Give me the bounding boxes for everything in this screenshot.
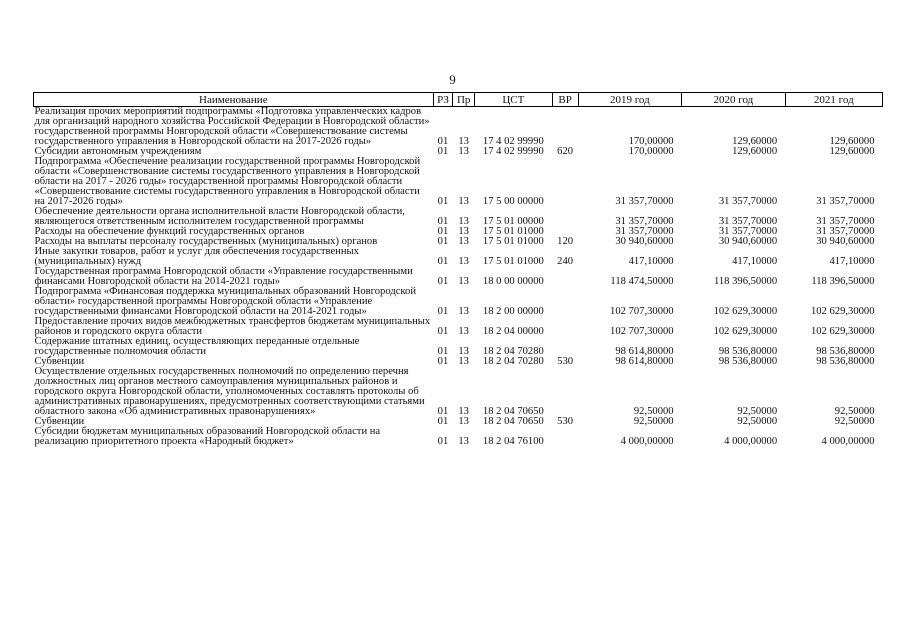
row-name: Субвенции [34, 356, 85, 367]
row-2020-amount: 4 000,00000 [724, 436, 778, 447]
row-2020-amount: 417,10000 [732, 256, 778, 267]
row-vr [552, 287, 578, 317]
row-rz: 01 [437, 406, 449, 417]
row-2021-amount: 92,50000 [834, 406, 875, 417]
row-vr: 240 [557, 256, 574, 267]
header-pr: Пр [453, 93, 475, 107]
row-2020-amount: 30 940,60000 [718, 236, 778, 247]
row-vr [552, 107, 578, 148]
row-cst: 17 4 02 99990 [482, 146, 544, 157]
header-vr: ВР [552, 93, 578, 107]
header-rz: РЗ [433, 93, 453, 107]
row-name: Осуществление отдельных государственных полномочий по определению перечня должностных лиц органов местного самоуправления муниципальных районов и городского округа Новгородской области, уполномоченных составлять протоколы об административных правонарушениях, предусмотренных соответствующими статьями областного закона «Об административных правонарушениях» [34, 366, 425, 417]
row-2020-amount: 129,60000 [732, 136, 778, 147]
row-vr: 530 [557, 416, 574, 427]
row-2019-amount: 118 474,50000 [610, 276, 674, 287]
row-2021-amount: 417,10000 [829, 256, 875, 267]
row-vr [552, 267, 578, 287]
row-2020-amount: 98 536,80000 [718, 356, 778, 367]
row-name: Субвенции [34, 416, 85, 427]
row-cst: 18 2 04 70280 [482, 356, 544, 367]
row-rz: 01 [437, 356, 449, 367]
row-rz: 01 [437, 436, 449, 447]
row-cst: 18 2 04 00000 [482, 326, 544, 337]
row-2019-amount: 31 357,70000 [615, 216, 674, 227]
row-pr: 13 [458, 326, 469, 337]
row-2021-amount: 31 357,70000 [816, 196, 875, 207]
row-rz: 01 [437, 306, 449, 317]
row-2019-amount: 92,50000 [633, 406, 674, 417]
row-pr: 13 [458, 146, 469, 157]
row-2019-amount: 31 357,70000 [615, 196, 674, 207]
row-2019-amount: 102 707,30000 [610, 306, 674, 317]
row-vr [552, 367, 578, 417]
row-pr: 13 [458, 416, 469, 427]
row-2021-amount: 118 396,50000 [811, 276, 875, 287]
row-name: Иные закупки товаров, работ и услуг для обеспечения государственных (муниципальных) нужд [34, 246, 359, 267]
row-rz: 01 [437, 226, 449, 237]
row-pr: 13 [458, 346, 469, 357]
row-2021-amount: 102 629,30000 [810, 326, 875, 337]
table-row [34, 267, 883, 287]
row-2019-amount: 92,50000 [633, 416, 674, 427]
row-name: Подпрограмма «Финансовая поддержка муниципальных образований Новгородской области» государственной программы Новгородской области «Управление государственными финансами Новгородской области на 2014-2021 годы» [34, 286, 416, 317]
row-pr: 13 [458, 216, 469, 227]
row-2021-amount: 98 536,80000 [816, 346, 875, 357]
row-rz: 01 [437, 146, 449, 157]
row-2019-amount: 170,00000 [628, 146, 674, 157]
row-rz: 01 [437, 236, 449, 247]
header-2021: 2021 год [785, 93, 882, 107]
row-cst: 18 0 00 00000 [482, 276, 544, 287]
row-2020-amount: 31 357,70000 [718, 226, 778, 237]
row-2019-amount: 170,00000 [628, 136, 674, 147]
row-2020-amount: 102 629,30000 [713, 326, 778, 337]
row-vr [552, 317, 578, 337]
row-vr [552, 157, 578, 207]
row-rz: 01 [437, 276, 449, 287]
row-rz: 01 [437, 216, 449, 227]
row-cst: 17 5 01 01000 [482, 226, 544, 237]
row-pr: 13 [458, 226, 469, 237]
budget-table [33, 92, 883, 447]
row-pr: 13 [458, 256, 469, 267]
row-2021-amount: 4 000,00000 [821, 436, 875, 447]
row-2021-amount: 31 357,70000 [816, 216, 875, 227]
row-cst: 17 5 01 01000 [482, 256, 544, 267]
row-2020-amount: 31 357,70000 [718, 216, 778, 227]
row-vr [552, 337, 578, 357]
table-row [34, 107, 883, 148]
row-cst: 17 4 02 99990 [482, 136, 544, 147]
row-2020-amount: 92,50000 [737, 416, 778, 427]
row-2021-amount: 129,60000 [829, 136, 875, 147]
table-row [34, 207, 883, 227]
row-vr [552, 207, 578, 227]
row-2019-amount: 98 614,80000 [615, 356, 674, 367]
row-name: Расходы на обеспечение функций государственных органов [34, 226, 305, 237]
row-2021-amount: 30 940,60000 [816, 236, 875, 247]
row-2020-amount: 129,60000 [732, 146, 778, 157]
row-pr: 13 [458, 276, 469, 287]
row-name: Подпрограмма «Обеспечение реализации государственной программы Новгородской области «Совершенствование системы государственного управления в Новгородской области на 2017 - 2026 годы» государственной программы Новгородской области «Совершенствование системы государственного управления в Новгородской области на 2017-2026 годы» [34, 156, 421, 207]
row-rz: 01 [437, 326, 449, 337]
row-2020-amount: 31 357,70000 [718, 196, 778, 207]
row-name: Содержание штатных единиц, осуществляющих переданные отдельные государственные полномочия области [34, 336, 360, 357]
table-row [34, 367, 883, 417]
row-cst: 18 2 04 70280 [482, 346, 544, 357]
row-2021-amount: 98 536,80000 [816, 356, 875, 367]
row-cst: 17 5 00 00000 [482, 196, 544, 207]
row-vr [552, 427, 578, 447]
table-row [34, 337, 883, 357]
row-2019-amount: 4 000,00000 [620, 436, 674, 447]
row-name: Субсидии бюджетам муниципальных образований Новгородской области на реализацию приоритетного проекта «Народный бюджет» [34, 426, 381, 447]
row-vr: 620 [557, 146, 574, 157]
row-pr: 13 [458, 196, 469, 207]
row-2019-amount: 98 614,80000 [615, 346, 674, 357]
row-cst: 17 5 01 01000 [482, 236, 544, 247]
table-body [34, 107, 883, 448]
row-2021-amount: 92,50000 [834, 416, 875, 427]
header-2020: 2020 год [682, 93, 786, 107]
row-2021-amount: 129,60000 [829, 146, 875, 157]
row-cst: 18 2 04 70650 [482, 406, 544, 417]
row-name: Реализация прочих мероприятий подпрограммы «Подготовка управленческих кадров для организаций народного хозяйства Российской Федерации в Новгородской области» государственной программы Новгородской области «Совершенствование системы государственного управления в Новгородской области на 2017-2026 годы» [34, 106, 430, 147]
row-2020-amount: 92,50000 [737, 406, 778, 417]
row-name: Государственная программа Новгородской области «Управление государственными финансами Новгородской области на 2014-2021 годы» [34, 266, 413, 287]
header-cst: ЦСТ [475, 93, 553, 107]
row-name: Субсидии автономным учреждениям [34, 146, 202, 157]
table-header-row [34, 93, 883, 107]
row-cst: 18 2 04 70650 [482, 416, 544, 427]
row-name: Предоставление прочих видов межбюджетных трансфертов бюджетам муниципальных районов и городского округа области [34, 316, 431, 337]
row-2019-amount: 31 357,70000 [615, 226, 674, 237]
page-number: 9 [449, 72, 456, 87]
row-2020-amount: 118 396,50000 [713, 276, 778, 287]
table-row [34, 317, 883, 337]
row-vr: 120 [557, 236, 574, 247]
row-cst: 18 2 00 00000 [482, 306, 544, 317]
row-pr: 13 [458, 356, 469, 367]
row-pr: 13 [458, 406, 469, 417]
row-2019-amount: 30 940,60000 [615, 236, 674, 247]
row-pr: 13 [458, 306, 469, 317]
table-row [34, 157, 883, 207]
row-cst: 18 2 04 76100 [482, 436, 544, 447]
row-2019-amount: 102 707,30000 [610, 326, 674, 337]
table-row [34, 427, 883, 447]
row-pr: 13 [458, 236, 469, 247]
row-cst: 17 5 01 00000 [482, 216, 544, 227]
row-2019-amount: 417,10000 [628, 256, 674, 267]
row-2020-amount: 98 536,80000 [718, 346, 778, 357]
row-pr: 13 [458, 136, 469, 147]
row-2021-amount: 31 357,70000 [816, 226, 875, 237]
row-2020-amount: 102 629,30000 [713, 306, 778, 317]
row-rz: 01 [437, 136, 449, 147]
table-row [34, 287, 883, 317]
row-rz: 01 [437, 416, 449, 427]
row-name: Обеспечение деятельности органа исполнительной власти Новгородской области, являющегося ответственным исполнителем государственной программы [34, 206, 405, 227]
row-2021-amount: 102 629,30000 [810, 306, 875, 317]
row-rz: 01 [437, 256, 449, 267]
row-rz: 01 [437, 196, 449, 207]
table-row [34, 247, 883, 267]
row-vr: 530 [557, 356, 574, 367]
row-name: Расходы на выплаты персоналу государственных (муниципальных) органов [34, 236, 378, 247]
header-name: Наименование [34, 93, 434, 107]
row-rz: 01 [437, 346, 449, 357]
header-2019: 2019 год [578, 93, 682, 107]
row-pr: 13 [458, 436, 469, 447]
